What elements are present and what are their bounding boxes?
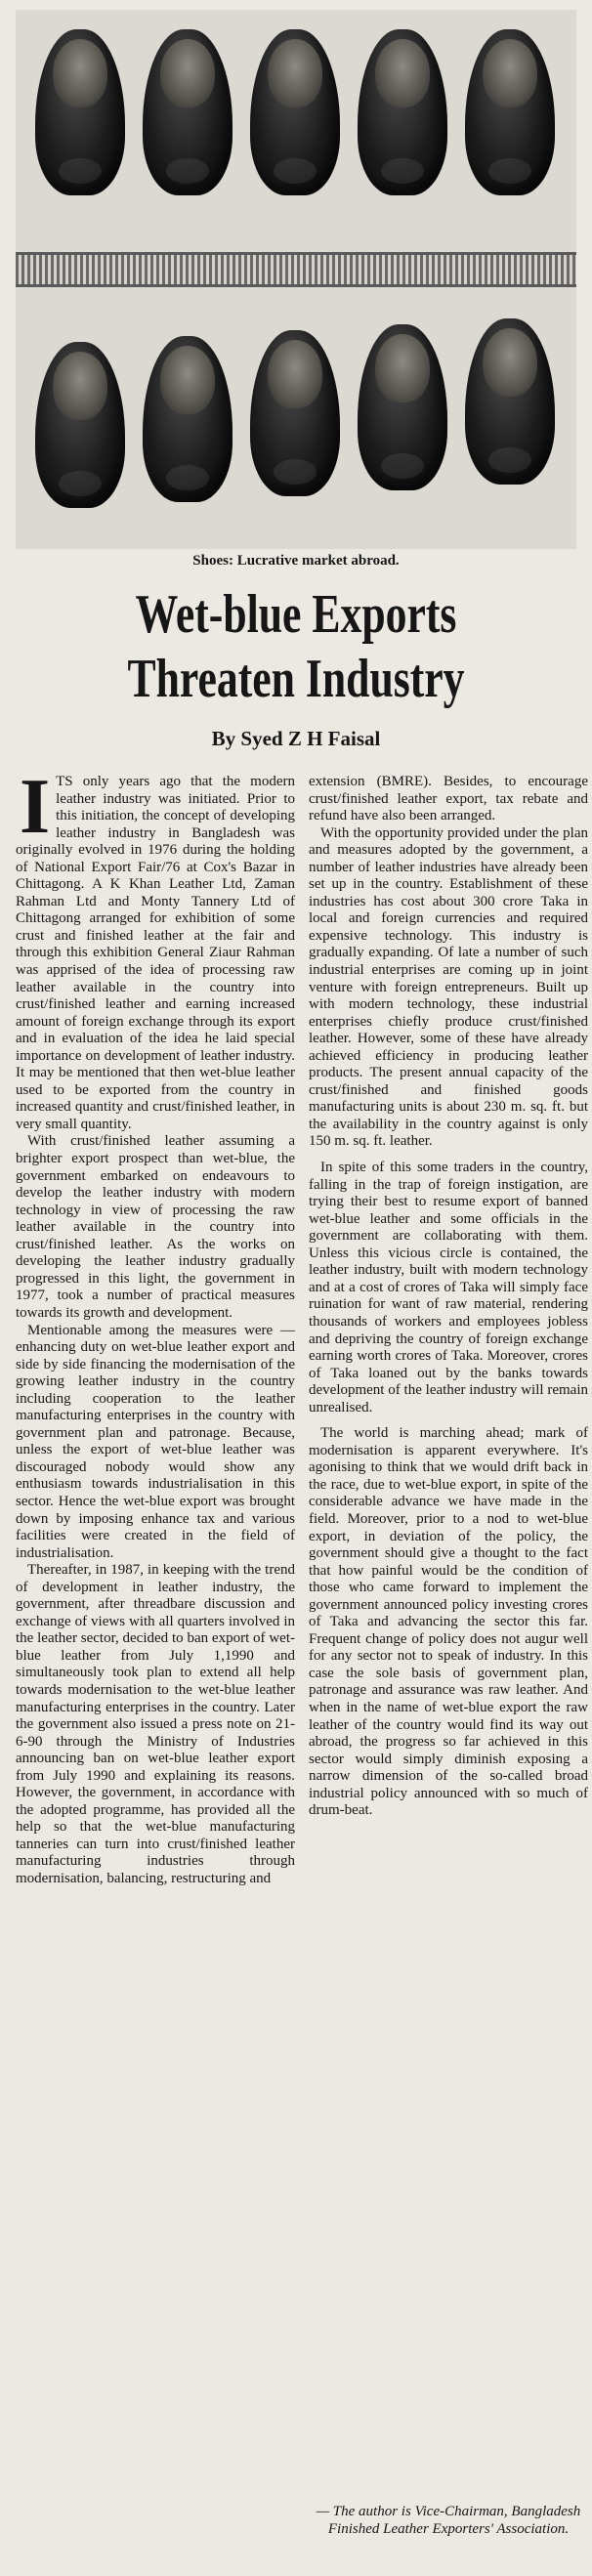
- paragraph: extension (BMRE). Besides, to encourage crust/finished leather export, tax rebate and refund have also been arranged.: [309, 774, 588, 824]
- paragraph: TS only years ago that the modern leather industry was initiated. Prior to this initiation, the concept of developing leather industry in Bangladesh was originally evolved in 1976 during the holding of National Export Fair/76 at Cox's Bazar in Chittagong. A K Khan Leather Ltd, Zaman Rahman Ltd and Monty Tannery Ltd of Chittagong arranged for exhibition of some crust and finished leather at the fair and through this exhibition General Ziaur Rahman was apprised of the idea of processing raw leather available in the country into crust/finished leather and earning increased amount of foreign exchange through its export and in evaluation of the idea he laid special importance on development of leather industry. It may be mentioned that then wet-blue leather used to be exported from the country in increased quantity and crust/finished leather, in very small quantity.: [16, 774, 295, 1132]
- paragraph: Thereafter, in 1987, in keeping with the trend of development in leather industry, the government, after threadbare discussion and exchange of views with all quarters involved in the leather sector, decided to ban export of wet-blue leather from July 1,1990 and simultaneously took plan to extend all help towards modernisation to the wet-blue leather manufacturing enterprises in the country. Later the government also issued a press note on 21-6-90 through the Ministry of Industries announcing ban on wet-blue leather export from July 1990 and explaining its reasons. However, the government, in accordance with the adopted programme, has provided all the help so that the wet-blue manufacturing tanneries can turn into crust/finished leather manufacturing industries through modernisation, balancing, restructuring and: [16, 1562, 295, 1886]
- dress-shoe-icon: [465, 29, 555, 195]
- photo-caption: Shoes: Lucrative market abroad.: [192, 553, 400, 569]
- dress-shoe-icon: [250, 330, 340, 496]
- dress-shoe-icon: [35, 29, 125, 195]
- author-note: — The author is Vice-Chairman, Bangladesh Finished Leather Exporters' Association.: [316, 2504, 581, 2537]
- shoe-row-top: [16, 16, 576, 211]
- paragraph: With crust/finished leather assuming a brighter export prospect than wet-blue, the government embarked on endeavours to develop the leather industry with modern technology in view of processing the raw leather available in the country into crust/finished leather. As the works on developing the leather industry gradually progressed in this light, the government in 1977, took a number of practical measures towards its growth and development.: [16, 1133, 295, 1321]
- headline: Wet-blue Exports Threaten Industry: [127, 584, 465, 709]
- paragraph: In spite of this some traders in the country, falling in the trap of foreign instigation, are trying their best to resume export of banned wet-blue leather and some officials in the government are collaborating with them. Unless this vicious circle is contained, the leather industry, built with modern technology and at a cost of crores of Taka will simply face ruination for want of raw material, rendering thousands of workers and employees jobless and depriving the country of foreign exchange earning worth crores of Taka. Moreover, crores of Taka loaned out by the banks towards development of the leather industry will remain unrealised.: [309, 1160, 588, 1415]
- byline: By Syed Z H Faisal: [211, 727, 381, 750]
- paragraph: With the opportunity provided under the plan and measures adopted by the government, a number of leather industries have already been set up in the country. Establishment of these industries has cost about 300 crore Taka in local and foreign currencies and required expensive technology. This industry is gradually expanding. Of late a number of such industrial enterprises are coming up in joint venture with foreign entrepreneurs. Built up with modern technology, these industrial enterprises chiefly produce crust/finished leather. However, some of these have already achieved efficiency in producing leather products. The present annual capacity of the crust/finished and finished goods manufacturing units is about 230 m. sq. ft. but the availability in the country against is only 150 m. sq. ft. leather.: [309, 824, 588, 1150]
- dress-shoe-icon: [143, 336, 233, 502]
- article-column-right: [309, 774, 588, 1820]
- drop-cap: I: [20, 764, 51, 850]
- dress-shoe-icon: [358, 324, 447, 490]
- shoe-row-bottom: [16, 313, 576, 508]
- dress-shoe-icon: [250, 29, 340, 195]
- dress-shoe-icon: [143, 29, 233, 195]
- paragraph: Mentionable among the measures were — enhancing duty on wet-blue leather export and side by side financing the modernisation of the growing leather industry in the country including cooperation to the leather manufacturing enterprises in the country with government plan and patronage. Because, unless the export of wet-blue leather was discouraged nobody would show any enthusiasm towards industrialisation in this sector. Hence the wet-blue export was brought down by imposing enhance tax and various facilities were created in the field of industrialisation.: [16, 1322, 295, 1561]
- dress-shoe-icon: [465, 318, 555, 485]
- paragraph: The world is marching ahead; mark of modernisation is apparent everywhere. It's agonising to think that we would drift back in the race, due to wet-blue export, in spite of the considerable advance we have made in the field. Moreover, prior to a nod to wet-blue export, in deviation of the policy, the government should give a thought to the fact that how painful would be the condition of those who came forward to implement the government announced policy investing crores of Taka and advancing the sector this far. Frequent change of policy does not augur well for any sector not to speak of industry. In this case the sole basis of government plan, patronage and assurance was raw leather. And when in the name of wet-blue export the raw leather of the country would find its way out abroad, the progress so far achieved in this sector would simply diminish exposing a narrow dimension of the so-called broad industrial policy announced with so much of drum-beat.: [309, 1425, 588, 1819]
- dress-shoe-icon: [35, 342, 125, 508]
- article-column-left: [16, 764, 295, 1888]
- patterned-band: [16, 252, 576, 287]
- shoes-photo: [16, 10, 576, 549]
- dress-shoe-icon: [358, 29, 447, 195]
